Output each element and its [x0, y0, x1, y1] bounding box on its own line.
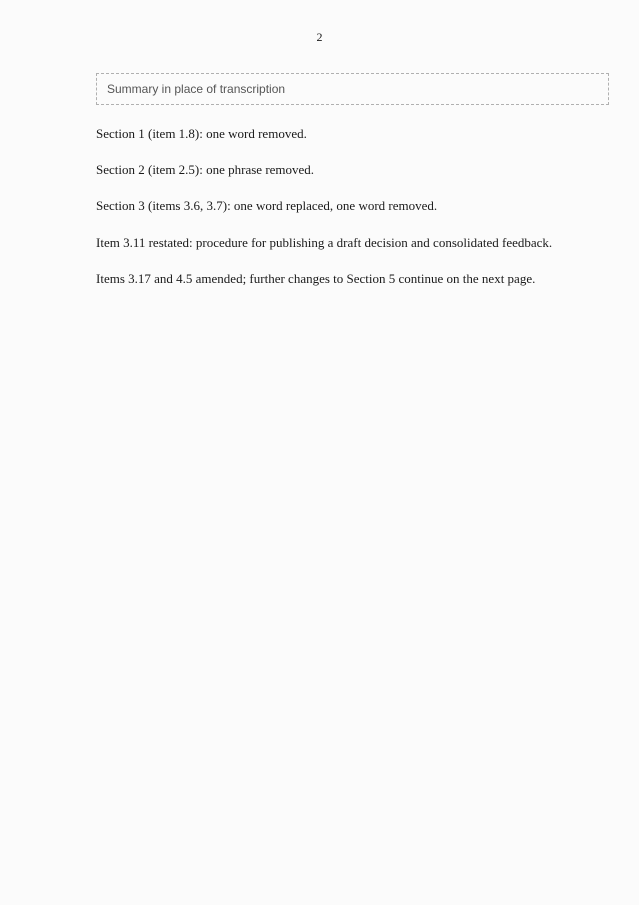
entry-3: Section 3 (items 3.6, 3.7): one word replaced, one word removed.: [96, 198, 438, 214]
entry-2: Section 2 (item 2.5): one phrase removed.: [96, 162, 315, 178]
entry-5: Items 3.17 and 4.5 amended; further changes to Section 5 continue on the next page.: [96, 270, 536, 286]
page-number: 2: [316, 30, 323, 44]
entry-1: Section 1 (item 1.8): one word removed.: [96, 126, 307, 141]
entry-4: Item 3.11 restated: procedure for publishing a draft decision and consolidated feedback.: [96, 234, 553, 250]
summary-notice: Summary in place of transcription: [96, 73, 609, 105]
